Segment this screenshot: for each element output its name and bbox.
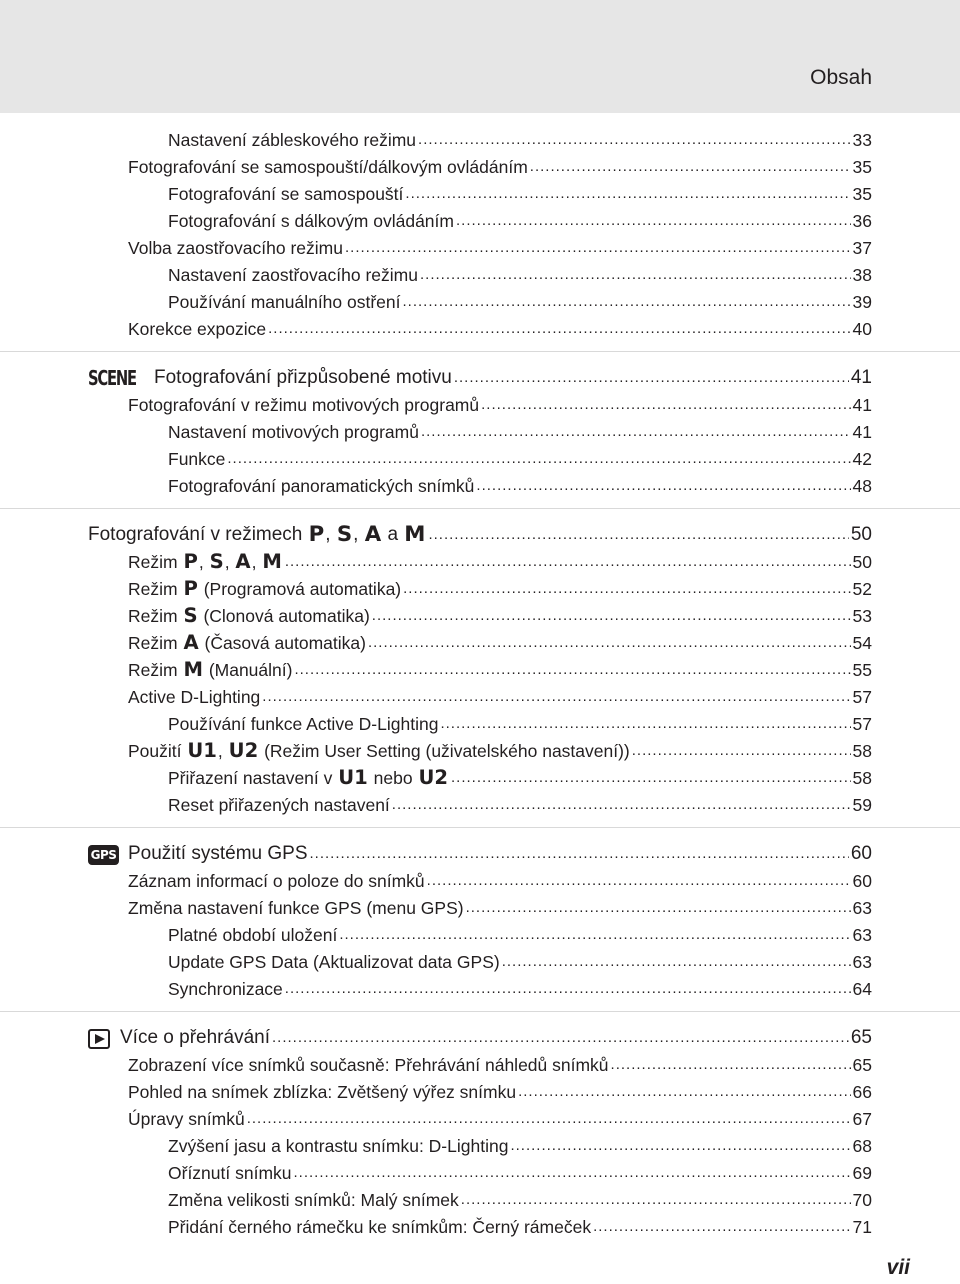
toc-page-number: 68	[852, 1136, 872, 1156]
toc-entry[interactable]	[128, 1049, 872, 1076]
toc-entry-text: Režim	[128, 633, 183, 653]
toc-entry[interactable]	[128, 546, 872, 573]
toc-entry[interactable]	[128, 735, 872, 762]
playback-icon	[88, 1029, 110, 1049]
toc-entry-label	[168, 264, 418, 286]
mode-a-icon: A	[235, 550, 251, 573]
toc-leader-dots	[611, 1054, 851, 1076]
toc-page-number: 41	[850, 367, 872, 388]
mode-p-icon: P	[308, 522, 325, 547]
toc-page-number: 40	[852, 319, 872, 339]
toc-page-number: 57	[852, 687, 872, 707]
toc-entry-text: Update GPS Data (Aktualizovat data GPS)	[168, 952, 500, 972]
toc-leader-dots	[405, 183, 850, 205]
toc-entry-label	[128, 740, 630, 762]
toc-entry-text: Active D-Lighting	[128, 687, 261, 707]
toc-page-number: 57	[852, 714, 872, 734]
toc-leader-dots	[420, 264, 851, 286]
gps-icon: GPS	[88, 845, 119, 865]
toc-entry-text: Fotografování se samospouští	[168, 184, 404, 204]
toc-entry-text: Používání manuálního ostření	[168, 292, 401, 312]
toc-page-number: 33	[852, 130, 872, 150]
toc-leader-dots	[440, 713, 850, 735]
toc-leader-dots	[461, 1189, 851, 1211]
toc-leader-dots	[428, 524, 848, 546]
toc-entry-text: Fotografování přizpůsobené motivu	[154, 367, 452, 388]
toc-leader-dots	[294, 1162, 851, 1184]
toc-entry-label	[168, 924, 337, 946]
toc-entry-text: Režim	[128, 606, 183, 626]
toc-entry[interactable]	[88, 1022, 872, 1049]
toc-entry-text: ,	[353, 524, 364, 545]
toc-entry[interactable]	[128, 654, 872, 681]
toc-entry[interactable]	[168, 470, 872, 497]
toc-entry[interactable]	[168, 1184, 872, 1211]
toc-entry-text: ,	[217, 741, 228, 761]
toc-entry[interactable]	[128, 681, 872, 708]
toc-page-number: 50	[850, 524, 872, 545]
mode-m-icon: M	[183, 658, 203, 681]
toc-entry[interactable]	[128, 865, 872, 892]
toc-page-number: 60	[850, 843, 872, 864]
toc-entry[interactable]	[168, 973, 872, 1000]
toc-entry[interactable]	[168, 708, 872, 735]
mode-a-icon: A	[364, 522, 382, 547]
toc-entry-text: (Clonová automatika)	[198, 606, 370, 626]
toc-entry-label	[128, 605, 370, 627]
toc-entry[interactable]	[128, 1103, 872, 1130]
toc-entry-label	[168, 291, 401, 313]
toc-leader-dots	[227, 448, 850, 470]
toc-leader-dots	[418, 129, 850, 151]
mode-u2-icon: U2	[228, 739, 259, 762]
toc-page-number: 52	[852, 579, 872, 599]
toc-entry-label	[128, 1054, 609, 1076]
toc-page-number: 58	[852, 741, 872, 761]
toc-entry[interactable]	[168, 178, 872, 205]
toc-entry-text: ,	[325, 524, 336, 545]
toc-entry-text: Pohled na snímek zblízka: Zvětšený výřez snímku	[128, 1082, 517, 1102]
toc-page-number: 63	[852, 898, 872, 918]
toc-entry-label	[88, 1027, 270, 1049]
toc-entry-text: Reset přiřazených nastavení	[168, 795, 390, 815]
toc-entry[interactable]	[128, 1076, 872, 1103]
toc-entry-label	[168, 183, 403, 205]
mode-p-icon: P	[183, 577, 198, 600]
toc-leader-dots	[530, 156, 851, 178]
toc-entry-label	[128, 686, 260, 708]
toc-leader-dots	[632, 740, 851, 762]
toc-entry-text: Synchronizace	[168, 979, 283, 999]
toc-entry[interactable]	[128, 627, 872, 654]
toc-entry-label	[168, 1135, 508, 1157]
toc-entry[interactable]	[128, 389, 872, 416]
toc-leader-dots	[451, 767, 851, 789]
toc-entry-text: Oříznutí snímku	[168, 1163, 292, 1183]
toc-entry-text: Režim	[128, 552, 183, 572]
toc-page-number: 37	[852, 238, 872, 258]
toc-leader-dots	[403, 578, 850, 600]
toc-entry-text: Záznam informací o poloze do snímků	[128, 871, 425, 891]
mode-u1-icon: U1	[187, 739, 217, 762]
toc-entry-label	[88, 367, 452, 389]
mode-s-icon: S	[183, 604, 198, 627]
toc-entry-text: Fotografování s dálkovým ovládáním	[168, 211, 454, 231]
toc-leader-dots	[421, 421, 851, 443]
toc-page-number: 39	[852, 292, 872, 312]
toc-entry[interactable]	[168, 1157, 872, 1184]
toc-page-number: 70	[852, 1190, 872, 1210]
toc-entry-text: (Manuální)	[203, 660, 293, 680]
toc-leader-dots	[427, 870, 851, 892]
toc-entry-label	[168, 713, 438, 735]
toc-page-number: 65	[850, 1027, 872, 1048]
toc-page-number: 63	[852, 952, 872, 972]
toc-entry-label	[168, 794, 390, 816]
toc-entry-text: ,	[224, 552, 235, 572]
toc-entry[interactable]	[128, 892, 872, 919]
toc-entry-label	[168, 475, 474, 497]
toc-entry-text: (Programová automatika)	[198, 579, 402, 599]
toc-leader-dots	[272, 1027, 849, 1049]
toc-entry-label	[168, 421, 419, 443]
page-number: vii	[886, 1256, 910, 1279]
toc-entry[interactable]	[128, 573, 872, 600]
toc-entry-text: Korekce expozice	[128, 319, 267, 339]
mode-s-icon: S	[336, 522, 353, 547]
toc-leader-dots	[403, 291, 851, 313]
mode-s-icon: S	[209, 550, 224, 573]
toc-entry-text: Režim	[128, 660, 183, 680]
toc-entry-text: Úpravy snímků	[128, 1109, 245, 1129]
toc-entry-label	[128, 659, 292, 681]
table-of-contents	[0, 124, 960, 1238]
toc-page-number: 42	[852, 449, 872, 469]
toc-page-number: 54	[852, 633, 872, 653]
toc-leader-dots	[518, 1081, 850, 1103]
toc-entry-text: Fotografování v režimech	[88, 524, 308, 545]
toc-entry[interactable]	[88, 519, 872, 546]
toc-leader-dots	[310, 843, 849, 865]
toc-entry[interactable]	[168, 789, 872, 816]
toc-entry-label	[88, 843, 308, 865]
toc-page-number: 60	[852, 871, 872, 891]
toc-page-number: 48	[852, 476, 872, 496]
toc-section	[0, 1011, 960, 1238]
toc-leader-dots	[339, 924, 850, 946]
header-band	[0, 0, 960, 113]
toc-entry-text: Nastavení zábleskového režimu	[168, 130, 417, 150]
toc-page-number: 55	[852, 660, 872, 680]
toc-entry-text: Fotografování panoramatických snímků	[168, 476, 475, 496]
toc-page-number: 66	[852, 1082, 872, 1102]
toc-entry[interactable]	[168, 919, 872, 946]
toc-leader-dots	[476, 475, 850, 497]
toc-entry[interactable]	[128, 232, 872, 259]
toc-leader-dots	[285, 978, 851, 1000]
toc-entry-text: Fotografování se samospouští/dálkovým ovládáním	[128, 157, 528, 177]
mode-u1-icon: U1	[338, 766, 368, 789]
toc-entry-label	[128, 318, 266, 340]
mode-m-icon: M	[262, 550, 282, 573]
toc-entry-text: (Režim User Setting (uživatelského nastavení))	[259, 741, 630, 761]
toc-entry-label	[128, 551, 283, 573]
toc-entry[interactable]	[168, 762, 872, 789]
toc-entry-text: Fotografování v režimu motivových programů	[128, 395, 480, 415]
toc-section	[0, 124, 960, 340]
toc-entry-label	[168, 129, 416, 151]
toc-leader-dots	[268, 318, 850, 340]
toc-entry-label	[128, 870, 425, 892]
toc-entry-text: Používání funkce Active D-Lighting	[168, 714, 439, 734]
toc-page-number: 58	[852, 768, 872, 788]
toc-page-number: 64	[852, 979, 872, 999]
toc-leader-dots	[372, 605, 851, 627]
toc-leader-dots	[466, 897, 851, 919]
toc-entry-text: Platné období uložení	[168, 925, 338, 945]
toc-page-number: 65	[852, 1055, 872, 1075]
toc-entry[interactable]	[168, 946, 872, 973]
toc-entry[interactable]	[168, 1211, 872, 1238]
toc-section	[0, 827, 960, 1000]
toc-entry-text: nebo	[368, 768, 418, 788]
toc-leader-dots	[294, 659, 850, 681]
toc-entry-text: Režim	[128, 579, 183, 599]
toc-entry-text: Použití	[128, 741, 187, 761]
toc-leader-dots	[247, 1108, 851, 1130]
mode-a-icon: A	[183, 631, 199, 654]
toc-page-number: 35	[852, 184, 872, 204]
toc-leader-dots	[593, 1216, 850, 1238]
toc-page-number: 67	[852, 1109, 872, 1129]
toc-entry-text: Funkce	[168, 449, 226, 469]
toc-entry-text: Přidání černého rámečku ke snímkům: Černý rámeček	[168, 1217, 592, 1237]
toc-entry[interactable]	[128, 313, 872, 340]
toc-leader-dots	[285, 551, 851, 573]
mode-m-icon: M	[404, 522, 426, 547]
toc-entry-label	[168, 1216, 591, 1238]
toc-entry[interactable]	[168, 286, 872, 313]
toc-page-number: 59	[852, 795, 872, 815]
toc-entry[interactable]	[168, 259, 872, 286]
toc-page-number: 41	[852, 422, 872, 442]
toc-entry-text: Volba zaostřovacího režimu	[128, 238, 343, 258]
toc-entry-label	[128, 897, 464, 919]
toc-leader-dots	[481, 394, 850, 416]
toc-section	[0, 351, 960, 497]
toc-page-number: 41	[852, 395, 872, 415]
toc-page-number: 50	[852, 552, 872, 572]
toc-page-number: 38	[852, 265, 872, 285]
toc-entry[interactable]	[88, 362, 872, 389]
toc-leader-dots	[392, 794, 851, 816]
toc-entry-label	[128, 1081, 516, 1103]
toc-entry-label	[168, 448, 225, 470]
toc-page-number: 53	[852, 606, 872, 626]
toc-entry-text: Více o přehrávání	[120, 1027, 270, 1048]
toc-entry-label	[168, 210, 454, 232]
toc-entry[interactable]	[128, 151, 872, 178]
toc-leader-dots	[345, 237, 851, 259]
toc-entry[interactable]	[168, 124, 872, 151]
toc-entry-text: Přiřazení nastavení v	[168, 768, 338, 788]
toc-page-number: 69	[852, 1163, 872, 1183]
toc-entry-label	[168, 951, 500, 973]
toc-page-number: 36	[852, 211, 872, 231]
scene-mode-icon: SCENE	[88, 366, 136, 390]
toc-entry[interactable]	[168, 416, 872, 443]
toc-entry-label	[128, 578, 401, 600]
toc-entry-text: Nastavení motivových programů	[168, 422, 419, 442]
toc-leader-dots	[454, 367, 849, 389]
toc-entry-label	[128, 237, 343, 259]
toc-entry-text: ,	[198, 552, 209, 572]
toc-entry-label	[168, 1162, 292, 1184]
toc-leader-dots	[262, 686, 850, 708]
page-title: Obsah	[810, 66, 872, 89]
toc-entry-label	[168, 978, 283, 1000]
toc-leader-dots	[502, 951, 851, 973]
toc-entry[interactable]	[168, 443, 872, 470]
toc-entry-text: Použití systému GPS	[128, 843, 308, 864]
toc-entry-text: ,	[251, 552, 262, 572]
toc-entry-label	[128, 156, 528, 178]
toc-entry-label	[88, 524, 426, 546]
toc-entry-text: Nastavení zaostřovacího režimu	[168, 265, 418, 285]
toc-leader-dots	[456, 210, 851, 232]
toc-entry-text: Zvýšení jasu a kontrastu snímku: D-Lighting	[168, 1136, 509, 1156]
toc-entry[interactable]	[168, 1130, 872, 1157]
toc-entry-text: Změna velikosti snímků: Malý snímek	[168, 1190, 459, 1210]
toc-entry-label	[128, 394, 479, 416]
toc-page-number: 35	[852, 157, 872, 177]
mode-u2-icon: U2	[418, 766, 448, 789]
toc-entry[interactable]	[128, 600, 872, 627]
toc-entry[interactable]	[88, 838, 872, 865]
toc-entry-label	[128, 632, 366, 654]
toc-section	[0, 508, 960, 816]
toc-page-number: 71	[852, 1217, 872, 1237]
toc-entry-text: Zobrazení více snímků současně: Přehrávání náhledů snímků	[128, 1055, 609, 1075]
toc-leader-dots	[368, 632, 851, 654]
toc-entry-text: (Časová automatika)	[199, 633, 366, 653]
toc-entry-label	[168, 767, 449, 789]
toc-page-number: 63	[852, 925, 872, 945]
toc-entry-text: Změna nastavení funkce GPS (menu GPS)	[128, 898, 464, 918]
toc-entry[interactable]	[168, 205, 872, 232]
mode-p-icon: P	[183, 550, 198, 573]
toc-leader-dots	[510, 1135, 850, 1157]
toc-entry-text: a	[382, 524, 404, 545]
toc-entry-label	[168, 1189, 459, 1211]
toc-entry-label	[128, 1108, 245, 1130]
